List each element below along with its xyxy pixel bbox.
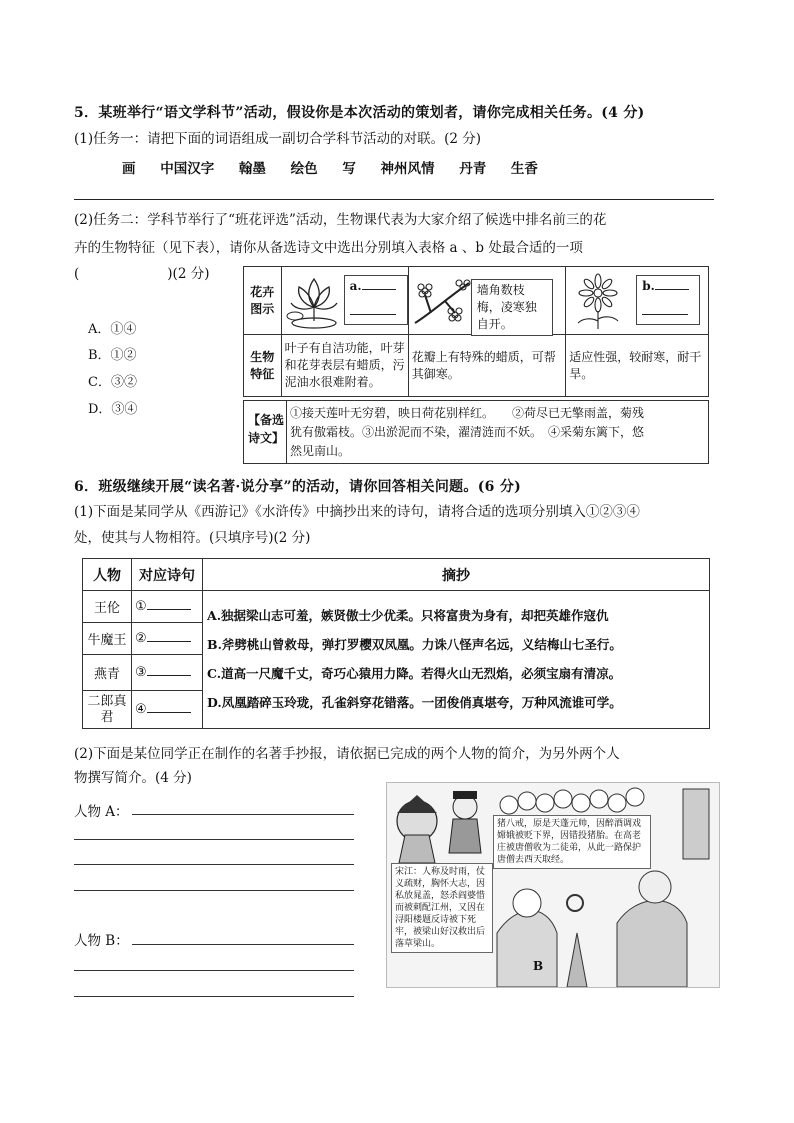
q6-part2-line1: (2)下面是某位同学正在制作的名著手抄报，请依据已完成的两个人物的简介，为另外两个人	[74, 746, 620, 762]
word: 写	[342, 161, 356, 177]
handmade-poster	[386, 782, 720, 988]
person-a-line[interactable]	[132, 814, 354, 815]
option-b[interactable]: B．①②	[88, 348, 137, 363]
candidate-poems	[243, 400, 709, 464]
person-name: 燕青	[83, 655, 132, 691]
poem-blank[interactable]: ④	[132, 691, 203, 729]
excerpt-c: C.道高一尺魔千丈，奇巧心猿用力降。若得火山无烈焰，必须宝扇有清凉。	[207, 666, 622, 681]
header-excerpt: 摘抄	[203, 559, 710, 591]
excerpt-cell	[203, 591, 710, 729]
word: 翰墨	[238, 161, 266, 177]
lotus-feature: 叶子有自洁功能，叶芽和花芽表层有蜡质，污泥油水很难附着。	[281, 335, 408, 397]
label-a: a.	[349, 279, 362, 293]
poem-blank[interactable]: ③	[132, 655, 203, 691]
candidate-line2: 犹有傲霜枝。③出淤泥而不染，濯清涟而不妖。 ④采菊东篱下，悠	[290, 425, 645, 439]
label-b: b.	[642, 279, 655, 293]
poem-blank[interactable]: ①	[132, 591, 203, 623]
songjiang-note: 宋江：人称及时雨，仗义疏财，胸怀大志，因私放晁盖，怒杀阎婆惜而被刺配江州，又因在浔阳楼题反诗被下死牢，被梁山好汉救出后落草梁山。	[391, 863, 493, 953]
answer-line[interactable]	[74, 199, 714, 200]
flower-image-header: 花卉图示	[244, 267, 282, 335]
q6-part2-line2: 物撰写简介。(4 分)	[74, 770, 192, 786]
person-a-line[interactable]	[74, 864, 354, 865]
q5-title: 5．某班举行“语文学科节”活动，假设你是本次活动的策划者，请你完成相关任务。(4 分)	[74, 105, 645, 121]
word: 中国汉字	[160, 161, 215, 177]
candidate-line3: 然见南山。	[290, 444, 351, 458]
excerpt-d: D.凤凰踏碎玉玲珑，孔雀斜穿花错落。一团俊俏真堪夸，万种风流谁可学。	[207, 695, 622, 710]
lotus-icon	[285, 271, 343, 331]
person-name: 牛魔王	[83, 623, 132, 655]
option-d[interactable]: D．③④	[88, 402, 138, 417]
person-a-line[interactable]	[74, 839, 354, 840]
header-person: 人物	[83, 559, 132, 591]
chrysanthemum-icon	[568, 271, 628, 331]
chrysanthemum-blank-box[interactable]	[636, 275, 700, 325]
poem-blank[interactable]: ②	[132, 623, 203, 655]
word: 生香	[510, 161, 538, 177]
q6-part1-line1: (1)下面是某同学从《西游记》《水浒传》中摘抄出来的诗句，请将合适的选项分别填入①②③④	[74, 504, 640, 520]
plum-caption: 墙角数枝梅，凌寒独自开。	[471, 279, 553, 336]
bajie-note: 猪八戒，原是天蓬元帅，因醉酒调戏嫦娥被贬下界，因错投猪胎。在高老庄被唐僧收为二徒弟，从此一路保护唐僧去西天取经。	[493, 815, 651, 869]
flower-table	[243, 266, 709, 397]
plum-cell	[408, 267, 565, 335]
person-name: 王伦	[83, 591, 132, 623]
header-poem: 对应诗句	[132, 559, 203, 591]
q5-task2-line1: (2)任务二：学科节举行了“班花评选”活动，生物课代表为大家介绍了候选中排名前三的花	[74, 212, 607, 228]
chrysanthemum-cell	[566, 267, 709, 335]
poster-letter-b: B	[533, 959, 544, 973]
word: 神州风情	[380, 161, 435, 177]
q5-task1: (1)任务一：请把下面的词语组成一副切合学科节活动的对联。(2 分)	[74, 131, 482, 147]
excerpt-b: B.斧劈桃山曾救母，弹打罗樱双凤凰。力诛八怪声名远，义结梅山七圣行。	[207, 637, 622, 652]
person-name: 二郎真君	[83, 691, 132, 729]
word: 丹青	[459, 161, 487, 177]
feature-header: 生物特征	[244, 335, 282, 397]
q5-task2-line2: 卉的生物特征（见下表），请你从备选诗文中选出分别填入表格 a 、b 处最合适的一项	[74, 240, 583, 256]
person-b-line[interactable]	[74, 970, 354, 971]
person-b-label: 人物 B：	[74, 933, 129, 949]
person-a-label: 人物 A：	[74, 804, 129, 820]
option-a[interactable]: A．①④	[88, 322, 137, 337]
excerpt-a: A.独据梁山志可羞，嫉贤傲士少优柔。只将富贵为身有，却把英雄作寇仇	[207, 608, 609, 623]
option-c[interactable]: C．③②	[88, 375, 137, 390]
lotus-blank-box[interactable]	[344, 275, 408, 325]
q6-part1-line2: 处，使其与人物相符。(只填序号)(2 分)	[74, 530, 311, 546]
person-b-line[interactable]	[74, 996, 354, 997]
q5-answer-paren[interactable]: ( )(2 分)	[74, 266, 210, 282]
chrysanthemum-feature: 适应性强，较耐寒，耐干旱。	[566, 335, 709, 397]
word: 画	[122, 161, 136, 177]
candidate-line1: ①接天莲叶无穷碧，映日荷花别样红。 ②荷尽已无擎雨盖，菊残	[290, 406, 645, 420]
candidate-head: 【备选诗文】	[248, 413, 285, 445]
lotus-cell	[281, 267, 408, 335]
plum-blossom-icon	[411, 273, 473, 329]
word: 绘色	[290, 161, 318, 177]
plum-feature: 花瓣上有特殊的蜡质，可帮其御寒。	[408, 335, 565, 397]
couplet-words	[122, 157, 558, 177]
person-a-line[interactable]	[74, 890, 354, 891]
person-b-line[interactable]	[132, 944, 354, 945]
names-table	[82, 558, 710, 729]
q6-title: 6．班级继续开展“读名著·说分享”的活动，请你回答相关问题。(6 分)	[74, 479, 522, 495]
